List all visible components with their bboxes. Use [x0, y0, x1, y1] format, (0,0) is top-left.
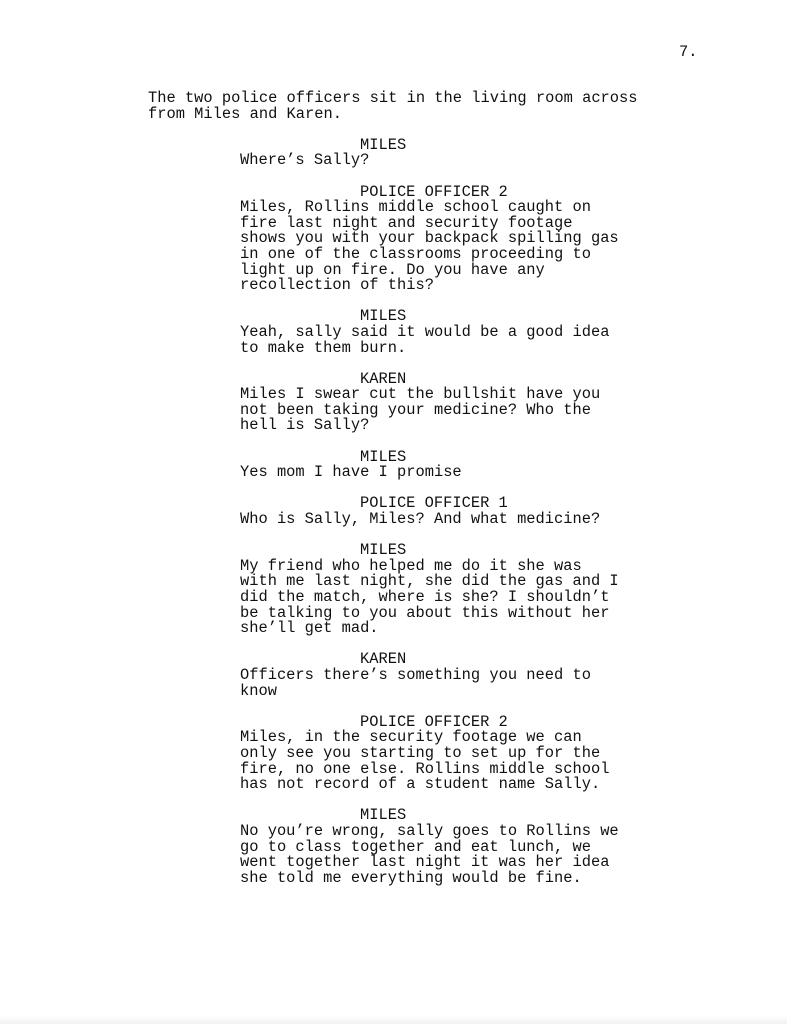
dialogue-text: Miles I swear cut the bullshit have you not been taking your medicine? Who the hell is Sally?: [240, 385, 601, 435]
dialogue-block: [148, 712, 668, 794]
dialogue-block: [148, 652, 668, 699]
character-name: KAREN: [360, 650, 407, 669]
dialogue-text: Where’s Sally?: [240, 151, 370, 170]
character-name: MILES: [360, 447, 407, 466]
character-name: POLICE OFFICER 2: [360, 712, 508, 731]
page-number: 7.: [679, 43, 698, 61]
character-name: MILES: [360, 541, 407, 560]
dialogue-block: [148, 135, 668, 170]
action-line: The two police officers sit in the living room across from Miles and Karen.: [148, 89, 638, 123]
character-name: KAREN: [360, 369, 407, 388]
dialogue-block: [148, 496, 668, 527]
dialogue-text: Yeah, sally said it would be a good idea to make them burn.: [240, 322, 610, 357]
dialogue-text: Yes mom I have I promise: [240, 463, 462, 482]
dialogue-text: Miles, in the security footage we can only see you starting to set up for the fire, no one else. Rollins middle school has not record of a student name Sally.: [240, 728, 610, 794]
dialogue-text: Who is Sally, Miles? And what medicine?: [240, 510, 601, 529]
character-name: MILES: [360, 135, 407, 154]
character-name: POLICE OFFICER 2: [360, 182, 508, 201]
dialogue-block: [148, 447, 668, 482]
dialogue-block: [148, 808, 668, 886]
screenplay-body: [148, 91, 668, 902]
dialogue-block: [148, 309, 668, 356]
character-name: POLICE OFFICER 1: [360, 494, 508, 513]
character-name: MILES: [360, 806, 407, 825]
page-bottom-edge: [0, 1016, 787, 1024]
dialogue-text: Officers there’s something you need to know: [240, 665, 591, 700]
character-name: MILES: [360, 307, 407, 326]
dialogue-text: No you’re wrong, sally goes to Rollins we go to class together and eat lunch, we went together last night it was her idea she told me everything would be fine.: [240, 821, 619, 887]
dialogue-text: Miles, Rollins middle school caught on fire last night and security footage shows you with your backpack spilling gas in one of the classrooms proceeding to light up on fire. Do you have any recollection of this?: [240, 198, 619, 295]
dialogue-block: [148, 543, 668, 637]
dialogue-text: My friend who helped me do it she was with me last night, she did the gas and I did the match, where is she? I shouldn’t be talking to you about this without her she’ll get mad.: [240, 556, 619, 638]
dialogue-block: [148, 369, 668, 435]
dialogue-block: [148, 182, 668, 295]
